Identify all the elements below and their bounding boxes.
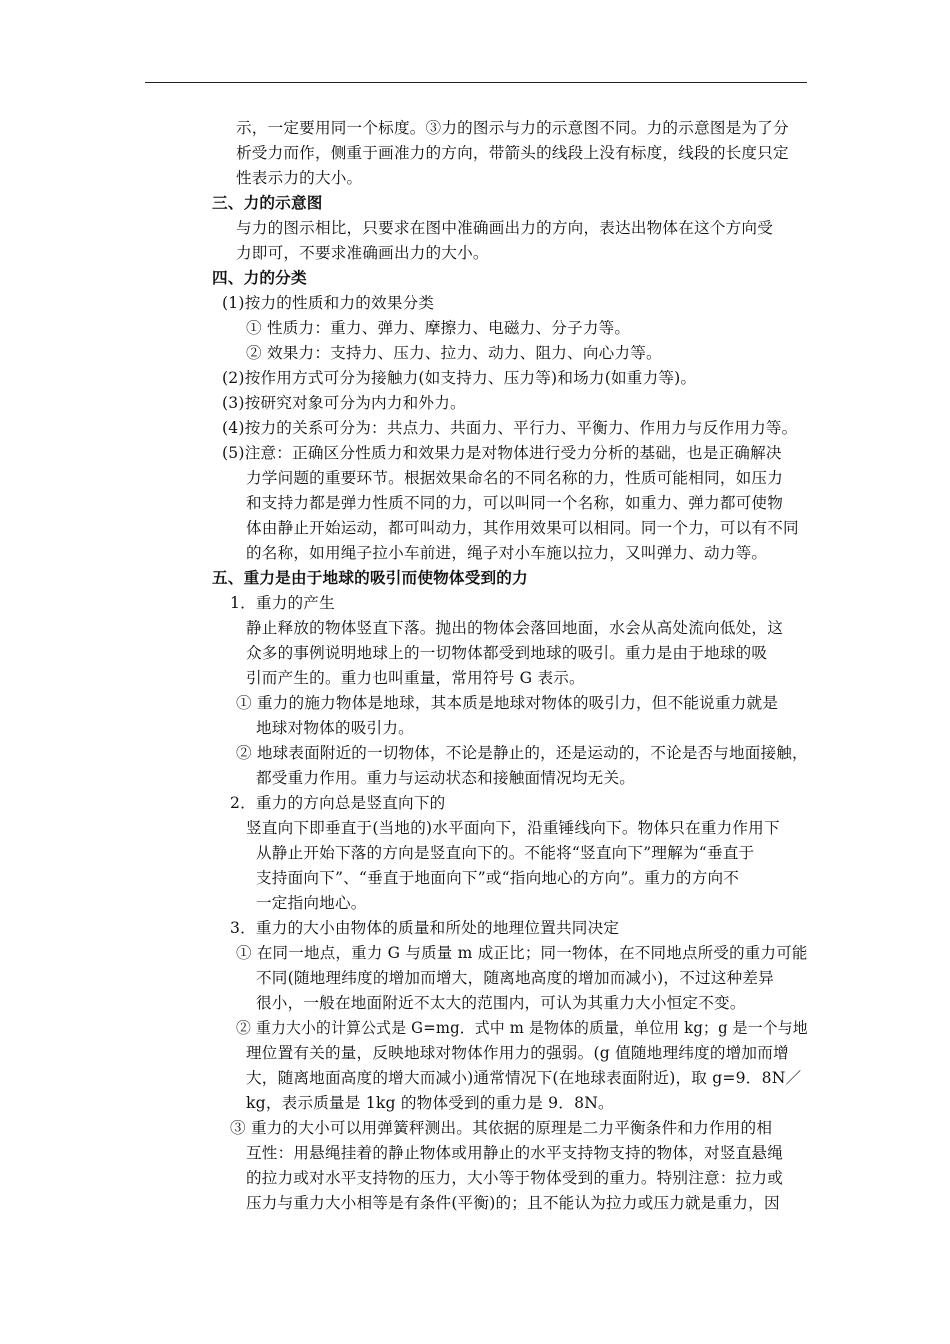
text-line: 理位置有关的量，反映地球对物体作用力的强弱。(g 值随地理纬度的增加而增 (246, 1044, 789, 1062)
text-line: 众多的事例说明地球上的一切物体都受到地球的吸引。重力是由于地球的吸 (246, 644, 768, 662)
text-line: 互性：用悬绳挂着的静止物体或用静止的水平支持物支持的物体，对竖直悬绳 (246, 1144, 783, 1162)
text-line: 和支持力都是弹力性质不同的力，可以叫同一个名称，如重力、弹力都可使物 (246, 494, 783, 512)
text-line: 2．重力的方向总是竖直向下的 (230, 794, 446, 812)
text-line: ① 性质力：重力、弹力、摩擦力、电磁力、分子力等。 (246, 319, 631, 337)
text-line: 都受重力作用。重力与运动状态和接触面情况均无关。 (256, 769, 636, 787)
text-line: 性表示力的大小。 (236, 169, 363, 187)
text-line: kg，表示质量是 1kg 的物体受到的重力是 9．8N。 (246, 1094, 614, 1112)
text-line: 3．重力的大小由物体的质量和所处的地理位置共同决定 (230, 919, 620, 937)
text-line: 静止释放的物体竖直下落。抛出的物体会落回地面，水会从高处流向低处，这 (246, 619, 783, 637)
text-line: 一定指向地心。 (256, 894, 367, 912)
text-line: 竖直向下即垂直于(当地的)水平面向下，沿重锤线向下。物体只在重力作用下 (246, 819, 780, 837)
text-line: 不同(随地理纬度的增加而增大，随离地高度的增加而减小)，不过这种差异 (256, 969, 774, 987)
text-line: (1)按力的性质和力的效果分类 (222, 294, 435, 312)
text-line: ① 在同一地点，重力 G 与质量 m 成正比；同一物体，在不同地点所受的重力可能 (236, 944, 808, 962)
text-line: 压力与重力大小相等是有条件(平衡)的；且不能认为拉力或压力就是重力，因 (246, 1194, 780, 1212)
text-line: 的拉力或对水平支持物的压力，大小等于物体受到的重力。特别注意：拉力或 (246, 1169, 783, 1187)
text-line: 析受力而作，侧重于画准力的方向，带箭头的线段上没有标度，线段的长度只定 (236, 144, 789, 162)
text-line: 的名称，如用绳子拉小车前进，绳子对小车施以拉力，又叫弹力、动力等。 (246, 544, 768, 562)
section-heading: 三、力的示意图 (212, 194, 323, 212)
text-line: ① 重力的施力物体是地球，其本质是地球对物体的吸引力，但不能说重力就是 (236, 694, 779, 712)
text-line: ③ 重力的大小可以用弹簧秤测出。其依据的原理是二力平衡条件和力作用的相 (230, 1119, 773, 1137)
header-rule (145, 82, 807, 83)
text-line: (4)按力的关系可分为：共点力、共面力、平行力、平衡力、作用力与反作用力等。 (222, 419, 798, 437)
text-line: 从静止开始下落的方向是竖直向下的。不能将“竖直向下”理解为“垂直于 (256, 844, 755, 862)
text-line: 与力的图示相比，只要求在图中准确画出力的方向，表达出物体在这个方向受 (236, 219, 773, 237)
text-line: 1．重力的产生 (230, 594, 335, 612)
text-line: ② 效果力：支持力、压力、拉力、动力、阻力、向心力等。 (246, 344, 662, 362)
text-line: ② 重力大小的计算公式是 G=mg．式中 m 是物体的质量，单位用 kg；g 是一个与地 (236, 1019, 808, 1037)
text-line: 大，随离地面高度的增大而减小)通常情况下(在地球表面附近)，取 g=9．8N／ (246, 1069, 802, 1087)
section-heading: 五、重力是由于地球的吸引而使物体受到的力 (212, 569, 528, 587)
section-heading: 四、力的分类 (212, 269, 307, 287)
text-line: (3)按研究对象可分为内力和外力。 (222, 394, 466, 412)
text-line: 引而产生的。重力也叫重量，常用符号 G 表示。 (246, 669, 585, 687)
text-line: 示，一定要用同一个标度。③力的图示与力的示意图不同。力的示意图是为了分 (236, 119, 789, 137)
text-line: 体由静止开始运动，都可叫动力，其作用效果可以相同。同一个力，可以有不同 (246, 519, 799, 537)
text-line: 支持面向下”、“垂直于地面向下”或“指向地心的方向”。重力的方向不 (256, 869, 740, 887)
text-line: 力即可，不要求准确画出力的大小。 (236, 244, 489, 262)
text-line: (2)按作用方式可分为接触力(如支持力、压力等)和场力(如重力等)。 (222, 369, 697, 387)
text-line: 地球对物体的吸引力。 (256, 719, 414, 737)
text-line: 很小，一般在地面附近不太大的范围内，可认为其重力大小恒定不变。 (256, 994, 746, 1012)
text-line: 力学问题的重要环节。根据效果命名的不同名称的力，性质可能相同，如压力 (246, 469, 783, 487)
text-line: (5)注意：正确区分性质力和效果力是对物体进行受力分析的基础，也是正确解决 (222, 444, 782, 462)
text-line: ② 地球表面附近的一切物体，不论是静止的，还是运动的，不论是否与地面接触， (236, 744, 808, 762)
